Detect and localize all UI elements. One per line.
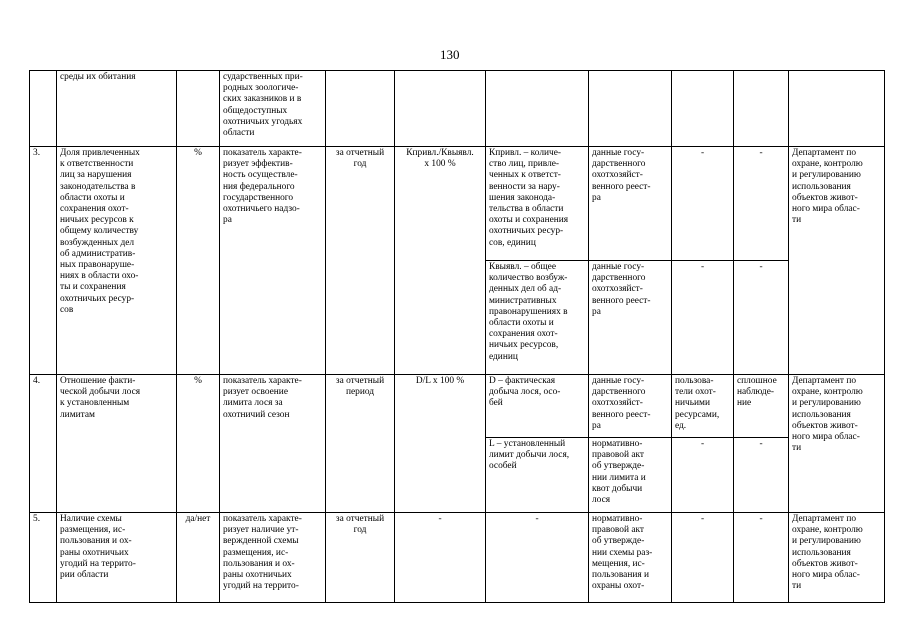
cell-col9: -: [672, 513, 734, 603]
cell-unit: да/нет: [177, 513, 220, 603]
cell-num: 5.: [30, 513, 57, 603]
cell-responsible: Департамент по охране, контролю и регулированию использования объектов живот- ного мира облас- ти: [789, 375, 885, 513]
cell-name: среды их обитания: [57, 71, 177, 147]
cell-variable: D – фактическая добыча лося, осо- бей: [486, 375, 589, 438]
cell-period: [326, 71, 395, 147]
cell-source: данные госу- дарственного охотхозяйст- венного реест- ра: [589, 261, 672, 375]
cell-name: Отношение факти- ческой добычи лося к установленным лимитам: [57, 375, 177, 513]
cell-period: за отчетный год: [326, 147, 395, 375]
cell-variable: [486, 71, 589, 147]
cell-name: Наличие схемы размещения, ис- пользования и ох- раны охотничьих угодий на террито- рии области: [57, 513, 177, 603]
cell-variable: Квыявл. – общее количество возбуж- денных дел об ад- министративных правонарушениях в области охоты и сохранения охот- ничьих ресурсов, единиц: [486, 261, 589, 375]
cell-col9: пользова- тели охот- ничьими ресурсами, ед.: [672, 375, 734, 438]
cell-col10: -: [734, 261, 789, 375]
table-row: [30, 147, 885, 261]
cell-col9: [672, 71, 734, 147]
cell-desc: сударственных при- родных зоологиче- ских заказников и в общедоступных охотничьих угодьях области: [220, 71, 326, 147]
page-number: 130: [440, 47, 460, 62]
cell-col10: [734, 71, 789, 147]
cell-desc: показатель характе- ризует освоение лимита лося за охотничий сезон: [220, 375, 326, 513]
cell-source: нормативно- правовой акт об утвержде- нии лимита и квот добычи лося: [589, 438, 672, 513]
table-row: [30, 375, 885, 438]
cell-formula: -: [395, 513, 486, 603]
cell-unit: %: [177, 147, 220, 375]
cell-source: нормативно- правовой акт об утвержде- нии схемы раз- мещения, ис- пользования и охраны охот-: [589, 513, 672, 603]
cell-name: Доля привлеченных к ответственности лиц за нарушения законодательства в области охоты и сохранения охот- ничьих ресурсов к общему количеству возбужденных дел об административ- ных правонаруше- ниях в области охо- ты и сохранения охотничьих ресур- сов: [57, 147, 177, 375]
cell-col10: -: [734, 513, 789, 603]
table-row: [30, 71, 885, 147]
cell-num: [30, 71, 57, 147]
cell-variable: -: [486, 513, 589, 603]
cell-source: данные госу- дарственного охотхозяйст- венного реест- ра: [589, 375, 672, 438]
cell-col10: сплошное наблюде- ние: [734, 375, 789, 438]
cell-col9: -: [672, 261, 734, 375]
cell-col10: -: [734, 147, 789, 261]
cell-source: [589, 71, 672, 147]
cell-formula: [395, 71, 486, 147]
cell-col10: -: [734, 438, 789, 513]
cell-desc: показатель характе- ризует наличие ут- вержденной схемы размещения, ис- пользования и ох- раны охотничьих угодий на террито-: [220, 513, 326, 603]
cell-variable: L – установленный лимит добычи лося, особей: [486, 438, 589, 513]
cell-responsible: [789, 71, 885, 147]
cell-formula: D/L x 100 %: [395, 375, 486, 513]
cell-col9: -: [672, 147, 734, 261]
indicator-table: [29, 70, 885, 603]
cell-unit: [177, 71, 220, 147]
cell-responsible: Департамент по охране, контролю и регулированию использования объектов живот- ного мира облас- ти: [789, 147, 885, 375]
cell-num: 4.: [30, 375, 57, 513]
cell-desc: показатель характе- ризует эффектив- ность осуществле- ния федерального государственного охотничьего надзо- ра: [220, 147, 326, 375]
cell-unit: %: [177, 375, 220, 513]
cell-variable: Кпривл. – количе- ство лиц, привле- ченных к ответст- венности за нару- шения законода- тельства в области охоты и сохранения охотничьих ресур- сов, единиц: [486, 147, 589, 261]
cell-source: данные госу- дарственного охотхозяйст- венного реест- ра: [589, 147, 672, 261]
table-row: [30, 513, 885, 603]
cell-period: за отчетный год: [326, 513, 395, 603]
cell-responsible: Департамент по охране, контролю и регулированию использования объектов живот- ного мира облас- ти: [789, 513, 885, 603]
cell-num: 3.: [30, 147, 57, 375]
cell-period: за отчетный период: [326, 375, 395, 513]
cell-col9: -: [672, 438, 734, 513]
cell-formula: Кпривл./Квыявл. х 100 %: [395, 147, 486, 375]
